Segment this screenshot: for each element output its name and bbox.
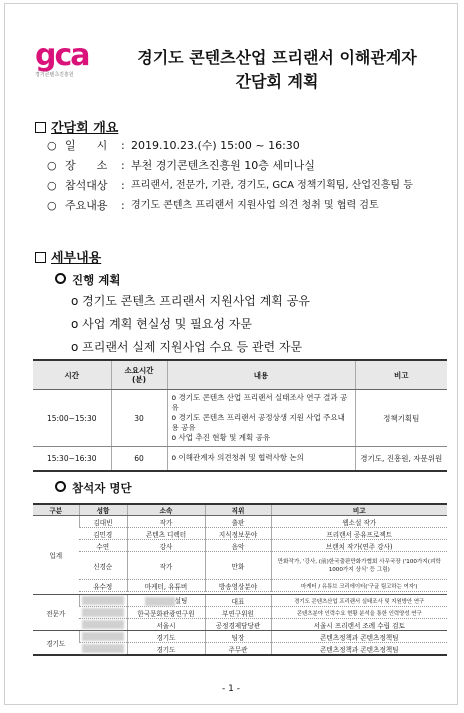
redacted-name xyxy=(79,619,127,631)
plan-item: o 사업 계획 현실성 및 필요성 자문 xyxy=(71,317,252,331)
group-gyeonggi: 경기도 xyxy=(33,631,79,656)
table-row xyxy=(33,390,447,447)
plan-list xyxy=(71,290,310,359)
circle-bullet-icon: ○ xyxy=(47,139,57,152)
redaction-blur xyxy=(82,596,124,605)
overview-item: ○ 참석대상 : 프리랜서, 전문가, 기관, 경기도, GCA 정책기획팀, 산업진흥팀 등 xyxy=(47,176,455,196)
ring-bullet-icon xyxy=(55,273,66,284)
details-heading: 세부내용 xyxy=(35,247,101,266)
group-expert: 전문가 xyxy=(33,595,79,631)
col-header-duration: 소요시간 (분) xyxy=(111,360,167,390)
table-row: 한국문화관광연구원 부연구위원 콘텐츠분야 인력수요 현황 분석을 통한 인력양성 연구 xyxy=(33,607,447,619)
circle-bullet-icon: ○ xyxy=(47,159,57,172)
overview-item: ○ 일 시 : 2019.10.23.(수) 15:00 ~ 16:30 xyxy=(47,136,455,156)
circle-bullet-icon: ○ xyxy=(47,199,57,212)
redacted-name xyxy=(79,631,127,643)
redacted-name xyxy=(79,643,127,656)
title-line-2: 간담회 계획 xyxy=(235,72,319,91)
table-row: 유수정 마케터, 유튜버 방송영상분야 마케터 / 유튜브 크리에이터('구글 팀고하는 여자') xyxy=(33,580,447,592)
overview-item: ○ 장 소 : 부천 경기콘텐츠진흥원 10층 세미나실 xyxy=(47,156,455,176)
checkbox-square-icon xyxy=(35,252,46,263)
duration-cell: 60 xyxy=(111,447,167,471)
logo-subtitle: 경기콘텐츠진흥원 xyxy=(35,72,74,78)
overview-item: ○ 주요내용 : 경기도 콘텐츠 프리랜서 지원사업 의견 청취 및 협력 검토 xyxy=(47,196,455,216)
col-header-note: 비고 xyxy=(355,360,447,390)
plan-item: o 경기도 콘텐츠 프리랜서 지원사업 계획 공유 xyxy=(71,294,310,308)
schedule-table xyxy=(33,359,447,472)
content-cell: o 경기도 콘텐츠 산업 프리랜서 실태조사 연구 결과 공유 o 경기도 콘텐츠 프리랜서 공정상생 지원 사업 주요내용 공유 o 사업 추진 현황 및 계획 공유 xyxy=(167,390,355,447)
note-cell: 정책기획팀 xyxy=(355,390,447,447)
logo-mark: gca xyxy=(35,38,89,73)
table-row: 신경순 작가 만화 만화작가, '강사, (前)한국출판만화가협회 사무국장 ('100가지(괴학 1000가지 상식' 등 그림) xyxy=(33,552,447,580)
redaction-blur xyxy=(145,597,175,606)
redacted-name xyxy=(79,595,127,607)
page-number: - 1 - xyxy=(222,684,240,694)
col-header-content: 내용 xyxy=(167,360,355,390)
table-row: 경기도 경기도 팀장 콘텐츠정책과 콘텐츠정책팀 xyxy=(33,631,447,643)
attendees-heading: 참석자 명단 xyxy=(55,480,132,496)
document-page xyxy=(4,3,458,705)
table-row: 경기도 주무관 콘텐츠정책과 콘텐츠정책팀 xyxy=(33,643,447,656)
table-row: 전문가 설팅 대표 경기도 콘텐츠산업 프리랜서 실태조사 및 지원방안 연구 xyxy=(33,595,447,607)
redaction-blur xyxy=(82,632,124,641)
schedule-header-row xyxy=(33,360,447,390)
table-row: 서울시 공정경제담당관 서울시 프리랜서 조례 수립 검토 xyxy=(33,619,447,631)
ring-bullet-icon xyxy=(55,481,66,492)
document-title xyxy=(101,46,453,94)
col-header-affiliation: 소속 xyxy=(127,504,205,516)
col-header-position: 직위 xyxy=(205,504,271,516)
checkbox-square-icon xyxy=(35,122,46,133)
attendees-header-row xyxy=(33,504,447,516)
plan-item: o 프리랜서 실제 지원사업 수요 등 관련 자문 xyxy=(71,340,303,354)
overview-heading: 간담회 개요 xyxy=(35,117,118,136)
attendees-table xyxy=(33,503,447,656)
title-line-1: 경기도 콘텐츠산업 프리랜서 이해관계자 xyxy=(137,48,417,67)
redaction-blur xyxy=(82,608,124,617)
col-header-category: 구분 xyxy=(33,504,79,516)
col-header-name: 성함 xyxy=(79,504,127,516)
note-cell: 경기도, 진흥원, 자문위원 xyxy=(355,447,447,471)
duration-cell: 30 xyxy=(111,390,167,447)
col-header-time: 시간 xyxy=(33,360,111,390)
overview-list xyxy=(47,136,455,216)
time-cell: 15:00~15:30 xyxy=(33,390,111,447)
progress-plan-heading: 진행 계획 xyxy=(55,272,120,288)
time-cell: 15:30~16:30 xyxy=(33,447,111,471)
table-row: 수연 강사 음악 브랜치 작가(연주 강사) xyxy=(33,540,447,552)
table-row: 업계 김대빈 작가 출판 웹소설 작가 xyxy=(33,516,447,528)
redaction-blur xyxy=(82,644,124,653)
content-cell: o 이해관계자 의견청취 및 협력사항 논의 xyxy=(167,447,355,471)
col-header-remarks: 비고 xyxy=(271,504,447,516)
circle-bullet-icon: ○ xyxy=(47,179,57,192)
table-row: 김민경 콘텐츠 디렉터 지식정보문야 프리랜서 공유프로젝트 xyxy=(33,528,447,540)
group-industry: 업계 xyxy=(33,516,79,595)
redacted-name xyxy=(79,607,127,619)
table-row xyxy=(33,447,447,471)
redaction-blur xyxy=(82,620,124,629)
